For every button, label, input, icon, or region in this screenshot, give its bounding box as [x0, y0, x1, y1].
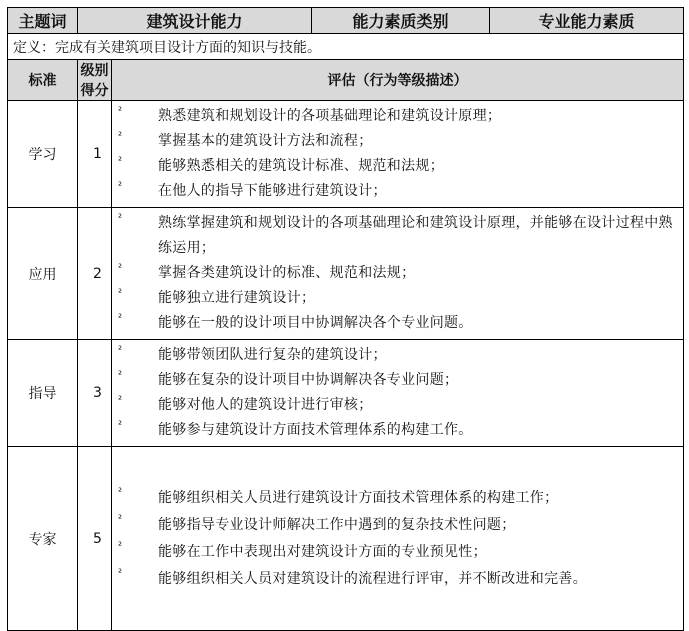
list-item [118, 129, 673, 154]
level-row-apply [8, 208, 684, 340]
level-name: 学习 [8, 101, 78, 208]
list-item [118, 104, 673, 129]
bullet-icon: ² [118, 370, 123, 381]
bullet-icon: ² [118, 420, 123, 431]
item-text: 能够组织相关人员进行建筑设计方面技术管理体系的构建工作； [158, 489, 559, 506]
bullet-icon: ² [118, 513, 123, 525]
level-row-expert [8, 447, 684, 631]
list-item [118, 179, 673, 204]
bullet-icon: ² [118, 345, 123, 356]
level-name: 指导 [8, 340, 78, 447]
item-text: 熟悉建筑和规划设计的各项基础理论和建筑设计原理； [158, 108, 502, 124]
item-text: 能够带领团队进行复杂的建筑设计； [158, 347, 387, 363]
list-item [118, 566, 673, 593]
level-score: 5 [78, 447, 112, 631]
item-text: 能够对他人的建筑设计进行审核； [158, 397, 373, 413]
item-text: 能够独立进行建筑设计； [158, 290, 316, 306]
list-item [118, 485, 673, 512]
level-score: 2 [78, 208, 112, 340]
level-score: 3 [78, 340, 112, 447]
level-name: 应用 [8, 208, 78, 340]
competency-table [7, 7, 684, 631]
header-row [8, 8, 684, 34]
level-description [112, 101, 684, 208]
level-description [112, 208, 684, 340]
item-text: 能够在复杂的设计项目中协调解决各专业问题； [158, 372, 459, 388]
bullet-icon: ² [118, 131, 123, 142]
topic-value: 建筑设计能力 [78, 8, 312, 34]
level-description [112, 340, 684, 447]
item-text: 熟练掌握建筑和规划设计的各项基础理论和建筑设计原理，并能够在设计过程中熟练运用； [158, 215, 673, 256]
category-label: 能力素质类别 [312, 8, 490, 34]
list-item [118, 512, 673, 539]
bullet-icon: ² [118, 486, 123, 498]
col-standard: 标准 [8, 60, 78, 101]
bullet-icon: ² [118, 213, 123, 224]
list-item [118, 261, 673, 286]
definition-text: 定义：完成有关建筑项目设计方面的知识与技能。 [8, 34, 684, 60]
bullet-icon: ² [118, 156, 123, 167]
list-item [118, 154, 673, 179]
list-item [118, 211, 673, 261]
list-item [118, 393, 673, 418]
bullet-icon: ² [118, 313, 123, 324]
level-row-guide [8, 340, 684, 447]
list-item [118, 343, 673, 368]
bullet-icon: ² [118, 540, 123, 552]
item-text: 在他人的指导下能够进行建筑设计； [158, 183, 387, 199]
category-value: 专业能力素质 [490, 8, 684, 34]
item-text: 能够指导专业设计师解决工作中遇到的复杂技术性问题； [158, 516, 516, 533]
list-item [118, 539, 673, 566]
item-text: 掌握基本的建筑设计方法和流程； [158, 133, 373, 149]
bullet-icon: ² [118, 395, 123, 406]
col-evaluation: 评估（行为等级描述） [112, 60, 684, 101]
bullet-icon: ² [118, 288, 123, 299]
bullet-icon: ² [118, 263, 123, 274]
item-text: 能够参与建筑设计方面技术管理体系的构建工作。 [158, 422, 473, 438]
column-header-row [8, 60, 684, 101]
item-text: 能够熟悉相关的建筑设计标准、规范和法规； [158, 158, 444, 174]
item-text: 掌握各类建筑设计的标准、规范和法规； [158, 265, 416, 281]
list-item [118, 418, 673, 443]
item-text: 能够在工作中表现出对建筑设计方面的专业预见性； [158, 543, 487, 560]
list-item [118, 311, 673, 336]
list-item [118, 286, 673, 311]
definition-row [8, 34, 684, 60]
topic-label: 主题词 [8, 8, 78, 34]
col-level-score: 级别得分 [78, 60, 112, 101]
bullet-icon: ² [118, 181, 123, 192]
level-description [112, 447, 684, 631]
list-item [118, 368, 673, 393]
level-score: 1 [78, 101, 112, 208]
item-text: 能够在一般的设计项目中协调解决各个专业问题。 [158, 315, 473, 331]
bullet-icon: ² [118, 106, 123, 117]
bullet-icon: ² [118, 567, 123, 579]
level-row-learn [8, 101, 684, 208]
level-name: 专家 [8, 447, 78, 631]
item-text: 能够组织相关人员对建筑设计的流程进行评审，并不断改进和完善。 [158, 570, 587, 587]
